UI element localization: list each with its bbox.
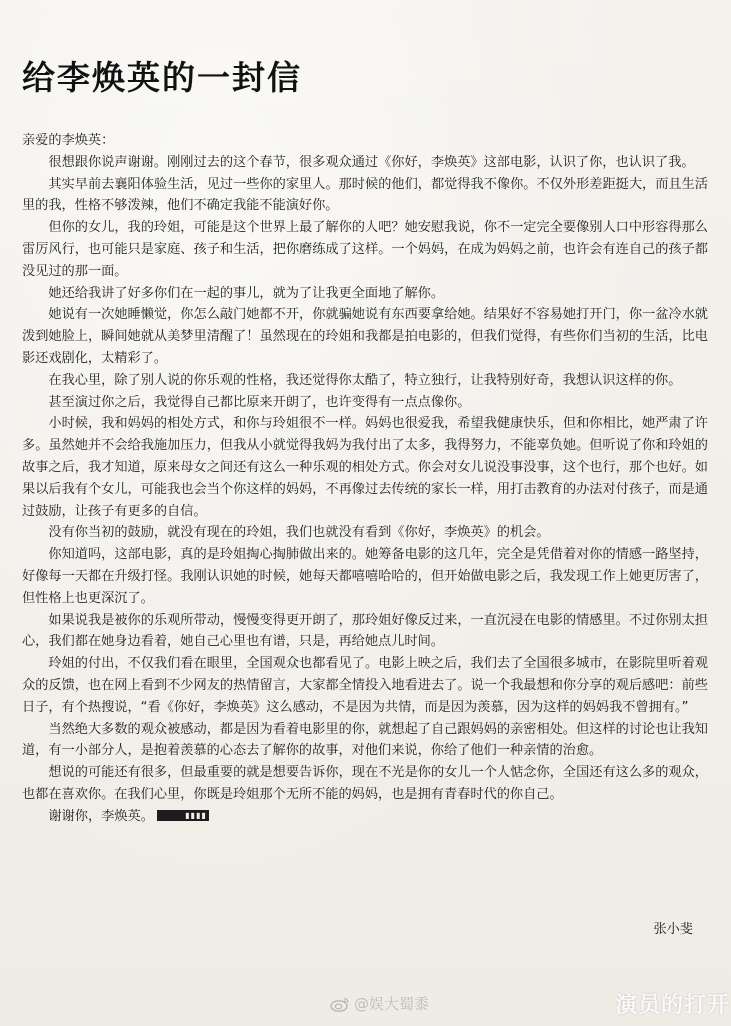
letter-paragraph: 但你的女儿，我的玲姐，可能是这个世界上最了解你的人吧？她安慰我说，你不一定完全要像别人口中形容得那么雷厉风行，也可能只是家庭、孩子和生活，把你磨练成了这样。一个妈妈，在成为妈妈之前，也许会有连自己的孩子都没见过的那一面。: [22, 220, 708, 279]
closing-text: 谢谢你，李焕英。: [48, 808, 154, 824]
letter-paragraph: 没有你当初的鼓励，就没有现在的玲姐，我们也就没有看到《你好，李焕英》的机会。: [48, 525, 550, 541]
letter-paragraph: 想说的可能还有很多，但最重要的就是想要告诉你，现在不光是你的女儿一个人惦念你，全国还有这么多的观众，也都在喜欢你。在我们心里，你既是玲姐那个无所不能的妈妈，也是拥有青春时代的你自己。: [22, 765, 708, 802]
letter-paragraph: 如果说我是被你的乐观所带动，慢慢变得更开朗了，那玲姐好像反过来，一直沉浸在电影的情感里。不过你别太担心，我们都在她身边看着，她自己心里也有谱，只是，再给她点儿时间。: [22, 612, 708, 650]
letter-paragraph: 当然绝大多数的观众被感动，都是因为看着电影里的你，就想起了自己跟妈妈的亲密相处。但这样的讨论也让我知道，有一小部分人，是抱着羡慕的心态去了解你的故事，对他们来说，你给了他们一种亲情的治愈。: [22, 721, 708, 759]
letter-signature: 张小斐: [653, 922, 693, 937]
letter-paragraph: 甚至演过你之后，我觉得自己都比原来开朗了，也许变得有一点点像你。: [48, 394, 471, 410]
letter-paragraph: 她说有一次她睡懒觉，你怎么敲门她都不开，你就骗她说有东西要拿给她。结果好不容易她打开门，你一盆冷水就泼到她脸上，瞬间她就从美梦里清醒了！虽然现在的玲姐和我都是拍电影的，但我们觉得，有些你们当初的生活，比电影还戏剧化，太精彩了。: [22, 307, 708, 366]
watermark-text: @娱大蜀黍: [354, 995, 430, 1013]
letter-paragraph: 很想跟你说声谢谢。刚刚过去的这个春节，很多观众通过《你好，李焕英》这部电影，认识了你，也认识了我。: [48, 154, 695, 170]
letter-paragraph: 你知道吗，这部电影，真的是玲姐掏心掏肺做出来的。她筹备电影的这几年，完全是凭借着对你的情感一路坚持，好像每一天都在升级打怪。我刚认识她的时候，她每天都嘻嘻哈哈的，但开始做电影之后，我发现工作上她更厉害了，但性格上也更深沉了。: [22, 547, 708, 606]
letter-paragraph: 玲姐的付出，不仅我们看在眼里，全国观众也都看见了。电影上映之后，我们去了全国很多城市，在影院里听着观众的反馈，也在网上看到不少网友的热情留言，大家都全情投入地看进去了。说一个我最想和你分享的观后感吧：前些日子，有个热搜说，“看《你好，李焕英》这么感动，不是因为共情，而是因为羡慕，因为这样的妈妈我不曾拥有。”: [22, 656, 708, 715]
letter-paragraph: 在我心里，除了别人说的你乐观的性格，我还觉得你太酷了，特立独行，让我特别好奇，我想认识这样的你。: [48, 372, 682, 388]
weibo-watermark: [330, 993, 429, 1014]
letter-greeting: 亲爱的李焕英：: [22, 133, 115, 148]
end-mark: ▮▮▮▮: [157, 810, 209, 821]
corner-watermark: 演员的打开: [615, 992, 731, 1018]
weibo-icon: [330, 996, 350, 1012]
letter-body: [22, 130, 708, 828]
letter-paragraph: 小时候，我和妈妈的相处方式，和你与玲姐很不一样。妈妈也很爱我，希望我健康快乐，但和你相比，她严肃了许多。虽然她并不会给我施加压力，但我从小就觉得我妈为我付出了太多，我得努力，不能辜负她。但听说了你和玲姐的故事之后，我才知道，原来母女之间还有这么一种乐观的相处方式。你会对女儿说没事没事，这个也行，那个也好。如果以后我有个女儿，可能我也会当个你这样的妈妈，不再像过去传统的家长一样，用打击教育的办法对付孩子，而是通过鼓励，让孩子有更多的自信。: [22, 416, 708, 519]
letter-paragraph: 她还给我讲了好多你们在一起的事儿，就为了让我更全面地了解你。: [48, 285, 445, 301]
letter-paragraph: 其实早前去襄阳体验生活，见过一些你的家里人。那时候的他们，都觉得我不像你。不仅外形差距挺大，而且生活里的我，性格不够泼辣，他们不确定我能不能演好你。: [22, 176, 708, 214]
letter-title: 给李焕英的一封信: [22, 58, 302, 97]
letter-closing: [22, 806, 708, 828]
